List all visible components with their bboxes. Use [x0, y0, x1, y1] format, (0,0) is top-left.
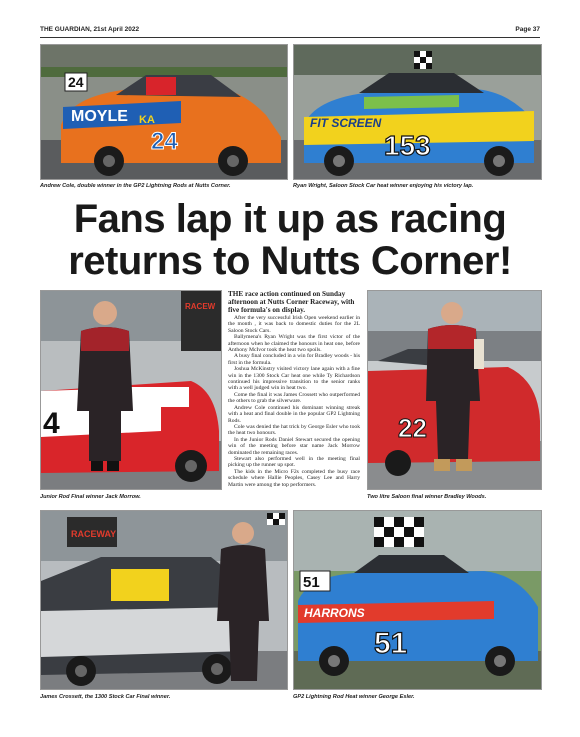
car-text-harrons: HARRONS [304, 606, 365, 620]
caption-bradley-woods: Two litre Saloon final winner Bradley Woods. [367, 494, 487, 500]
car-text-fitscreen: FIT SCREEN [310, 116, 382, 130]
article-paragraph: Joshua McKinstry visited victory lane again with a fine win in the 1300 Stock Car heat one while Ty Richardson continued his impressive transition to the senior ranks with a well judged win in heat two. [228, 366, 360, 392]
article-paragraph: Stewart also performed well in the meeting final picking up the runner up spot. [228, 455, 360, 469]
article-paragraph: Come the final it was James Crossett who outperformed the others to grab the silverware. [228, 391, 360, 405]
car-text-ka: KA [139, 114, 155, 126]
banner-text-raceway-2: RACEWAY [71, 529, 117, 539]
article-paragraph: A busy final concluded in a win for Bradley woods - his first in the formula. [228, 353, 360, 366]
caption-andrew-cole: Andrew Cole, double winner in the GP2 Lightning Rods at Nutts Corner. [40, 183, 231, 189]
photo-jack-morrow [40, 290, 222, 490]
article-paragraph: Cole was denied the hat trick by George Esler who took the heat two honours. [228, 423, 360, 437]
article-lead: THE race action continued on Sunday afternoon at Nutts Corner Raceway, with five formula's on display. [228, 290, 355, 314]
headline-line-1: Fans lap it up as racing [73, 197, 507, 241]
car-number-22: 22 [398, 413, 427, 443]
photo-james-crossett [40, 510, 288, 690]
car-number-4: 4 [43, 407, 60, 440]
publication-line: THE GUARDIAN, 21st April 2022 [40, 26, 140, 33]
article-paragraph: After the very successful Irish Open weekend earlier in the month , it was back to domestic duties for the 2L Saloon Stock Cars. [228, 315, 360, 334]
chequered-flag-icon [267, 513, 285, 525]
roof-number-51: 51 [303, 574, 320, 591]
header-rule [40, 37, 540, 38]
caption-george-esler: GP2 Lightning Rod Heat winner George Esler. [293, 694, 415, 700]
caption-ryan-wright: Ryan Wright, Saloon Stock Car heat winner enjoying his victory lap. [293, 183, 474, 189]
article-paragraph: The kids in the Micro F2s completed the busy race schedule where Hallie Peoples, Casey Lee and Harry Martin were among the top performers. [228, 468, 360, 488]
photo-ryan-wright [293, 44, 542, 180]
article-paragraph: Andrew Cole continued his dominant winning streak with a heat and final double in the popular GP2 Lightning Rods. [228, 404, 360, 424]
article-paragraph: Ballymena's Ryan Wright was the first victor of the afternoon when he claimed the honours in heat one, before Anthony McIvor took the heat two spoils. [228, 334, 360, 354]
photo-bradley-woods [367, 290, 542, 490]
page-headline [40, 198, 540, 282]
car-text-moyle: MOYLE [71, 108, 128, 125]
article-body [228, 290, 360, 488]
car-number-153: 153 [384, 130, 431, 161]
article-paragraph: In the Junior Rods Daniel Stewart secured the opening win of the meeting before star name Jack Morrow dominated the remaining races. [228, 436, 360, 456]
chequered-flag-icon [414, 51, 432, 69]
photo-andrew-cole [40, 44, 288, 180]
car-number-51: 51 [374, 627, 408, 660]
page-number: Page 37 [515, 26, 540, 33]
photo-george-esler [293, 510, 542, 690]
caption-james-crossett: James Crossett, the 1300 Stock Car Final winner. [40, 694, 171, 700]
banner-text-raceway: RACEW [185, 302, 216, 311]
chequered-flag-icon [374, 517, 424, 547]
caption-jack-morrow: Junior Rod Final winner Jack Morrow. [40, 494, 141, 500]
car-number-24: 24 [151, 128, 178, 155]
roof-number-24: 24 [68, 74, 84, 90]
headline-line-2: returns to Nutts Corner! [68, 239, 512, 283]
